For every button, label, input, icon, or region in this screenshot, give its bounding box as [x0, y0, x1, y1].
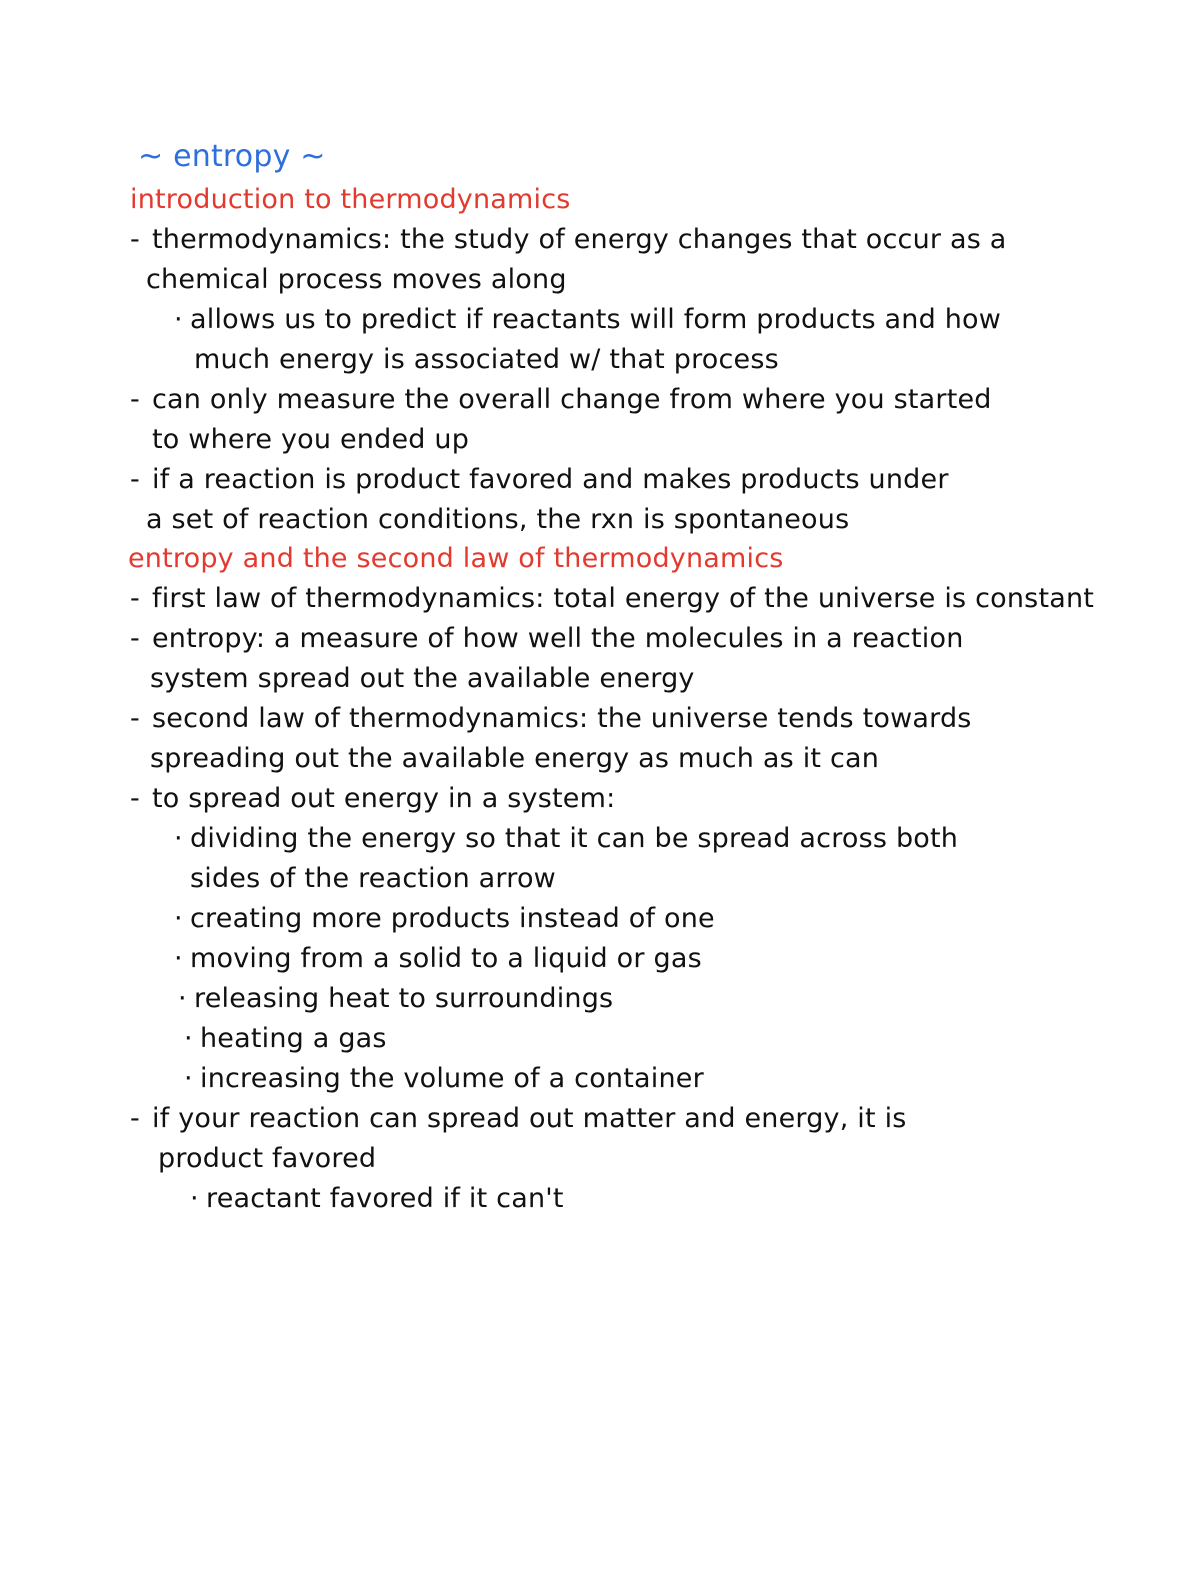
dash-marker: -	[130, 623, 140, 654]
page-title: ~ entropy ~	[138, 139, 326, 174]
bullet-marker: ·	[174, 903, 183, 934]
note-line: · dividing the energy so that it can be spread across both	[174, 823, 959, 854]
note-line: - second law of thermodynamics: the universe tends towards	[130, 703, 972, 734]
note-line: - to spread out energy in a system:	[130, 783, 616, 814]
dash-marker: -	[130, 783, 140, 814]
bullet-marker: ·	[174, 943, 183, 974]
bullet-marker: ·	[178, 983, 187, 1014]
dash-marker: -	[130, 583, 140, 614]
note-line: - if a reaction is product favored and makes products under	[130, 464, 949, 495]
note-line: - thermodynamics: the study of energy changes that occur as a	[130, 224, 1007, 255]
bullet-marker: ·	[190, 1183, 199, 1214]
note-line: spreading out the available energy as much as it can	[150, 743, 880, 774]
note-line: - first law of thermodynamics: total energy of the universe is constant	[130, 583, 1095, 614]
note-line: · creating more products instead of one	[174, 903, 715, 934]
note-line: system spread out the available energy	[150, 663, 695, 694]
bullet-marker: ·	[184, 1063, 193, 1094]
note-line: - if your reaction can spread out matter and energy, it is	[130, 1103, 907, 1134]
note-line: - entropy: a measure of how well the molecules in a reaction	[130, 623, 964, 654]
note-line: a set of reaction conditions, the rxn is spontaneous	[146, 504, 850, 535]
dash-marker: -	[130, 384, 140, 415]
dash-marker: -	[130, 703, 140, 734]
note-line: - can only measure the overall change from where you started	[130, 384, 992, 415]
note-line: much energy is associated w/ that process	[194, 344, 779, 375]
section-heading-intro: introduction to thermodynamics	[130, 184, 571, 215]
bullet-marker: ·	[174, 823, 183, 854]
note-line: to where you ended up	[152, 424, 470, 455]
dash-marker: -	[130, 464, 140, 495]
note-line: · reactant favored if it can't	[190, 1183, 564, 1214]
note-line: · moving from a solid to a liquid or gas	[174, 943, 702, 974]
note-line: sides of the reaction arrow	[190, 863, 556, 894]
bullet-marker: ·	[184, 1023, 193, 1054]
bullet-marker: ·	[174, 304, 183, 335]
note-line: · heating a gas	[184, 1023, 387, 1054]
note-line: · releasing heat to surroundings	[178, 983, 614, 1014]
dash-marker: -	[130, 224, 140, 255]
note-line: product favored	[158, 1143, 377, 1174]
note-line: · allows us to predict if reactants will form products and how	[174, 304, 1002, 335]
note-line: · increasing the volume of a container	[184, 1063, 704, 1094]
section-heading-second-law: entropy and the second law of thermodynamics	[128, 543, 784, 574]
dash-marker: -	[130, 1103, 140, 1134]
note-line: chemical process moves along	[146, 264, 567, 295]
